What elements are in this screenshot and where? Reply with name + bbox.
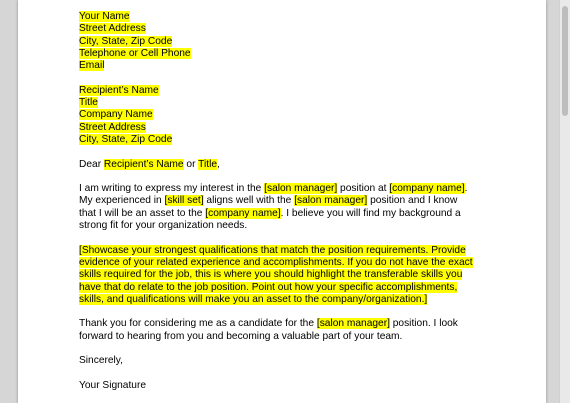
document-page [18, 0, 546, 403]
para1-text: My experienced in [79, 195, 165, 207]
signature-block [79, 380, 509, 392]
recipient-block [79, 85, 509, 146]
placeholder-company: [company name] [205, 207, 281, 219]
recipient-title: Title [79, 97, 98, 109]
placeholder-position: [salon manager] [264, 183, 338, 195]
para1-text: . [464, 183, 468, 195]
salutation-prefix: Dear [79, 158, 104, 170]
paragraph-thanks [79, 318, 509, 343]
vertical-scrollbar[interactable] [559, 0, 570, 403]
recipient-company: Company Name [79, 109, 153, 121]
recipient-street: Street Address [79, 121, 146, 133]
recipient-city: City, State, Zip Code [79, 133, 173, 145]
salutation-or: or [183, 158, 199, 170]
scrollbar-thumb[interactable] [562, 6, 568, 116]
qualifications-line: evidence of your related experience and accomplishments. If you do not have the exact [79, 256, 473, 268]
sender-city: City, State, Zip Code [79, 35, 173, 47]
salutation-title: Title [198, 158, 217, 170]
placeholder-company: [company name] [389, 183, 465, 195]
paragraph-intro [79, 183, 509, 232]
sender-phone: Telephone or Cell Phone [79, 47, 191, 59]
qualifications-line: [Showcase your strongest qualifications that match the position requirements. Provide [79, 244, 466, 256]
sender-street: Street Address [79, 23, 146, 35]
recipient-name: Recipient’s Name [79, 84, 159, 96]
para1-text: position and I know [367, 195, 458, 207]
para1-text: I am writing to express my interest in the [79, 183, 265, 195]
sender-email: Email [79, 60, 105, 72]
qualifications-line: skills, and qualifications will make you an asset to the company/organization.] [79, 293, 428, 305]
closing [79, 355, 509, 367]
qualifications-line: skills required for the job, this is where you should highlight the transferable skills you [79, 269, 463, 281]
qualifications-line: have that do relate to the job position. Point out how your specific accomplishments, [79, 281, 458, 293]
signature-text: Your Signature [79, 379, 147, 391]
sender-block [79, 11, 509, 72]
para1-text: strong fit for your organization needs. [79, 220, 248, 232]
paragraph-qualifications [79, 245, 509, 306]
para1-text: that I will be an asset to the [79, 207, 206, 219]
para1-text: position at [337, 183, 390, 195]
para1-text: aligns well with the [203, 195, 295, 207]
salutation-suffix: , [217, 158, 220, 170]
salutation-name: Recipient’s Name [103, 158, 184, 170]
para3-text: Thank you for considering me as a candidate for the [79, 318, 317, 330]
sender-name: Your Name [79, 11, 130, 22]
salutation [79, 159, 509, 171]
placeholder-position: [salon manager] [294, 195, 368, 207]
para3-text: forward to hearing from you and becoming a valuable part of your team. [79, 330, 403, 342]
letter-body [79, 11, 509, 392]
para1-text: . I believe you will find my background a [280, 207, 461, 219]
placeholder-skill-set: [skill set] [164, 195, 204, 207]
placeholder-position: [salon manager] [316, 318, 390, 330]
para3-text: position. I look [389, 318, 458, 330]
closing-text: Sincerely, [79, 355, 123, 367]
